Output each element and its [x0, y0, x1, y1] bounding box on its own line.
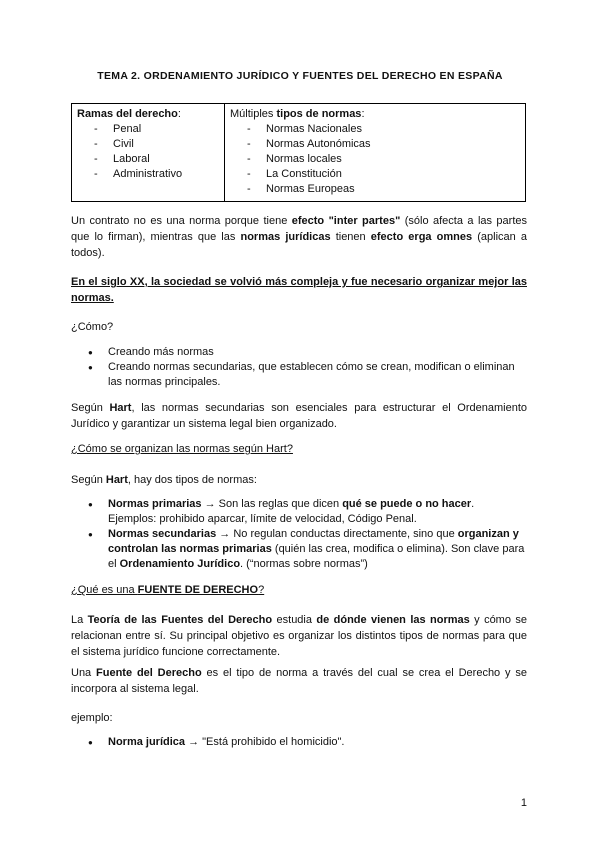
teoria-paragraph [71, 612, 527, 660]
tipos-header-prefix: Múltiples [230, 108, 277, 120]
hart-tipos-paragraph [71, 472, 527, 488]
text: (quién las crea, modifica o elimina). Son clave para el [108, 543, 525, 570]
ejemplo-label: ejemplo: [71, 712, 113, 724]
ramas-item: - Laboral [77, 152, 219, 167]
bold-text: Ordenamiento Jurídico [119, 558, 241, 570]
list-item: ● Creando más normas [71, 345, 527, 360]
ramas-item: - Administrativo [77, 167, 219, 182]
ejemplo-list [71, 735, 527, 750]
text: es el tipo de norma a través del cual se crea el Derecho y se incorpora al sistema legal. [71, 667, 527, 695]
text: (sólo afecta a las partes que lo firman), mientras que las [71, 215, 528, 243]
text: . [471, 498, 475, 510]
ramas-cell [72, 104, 225, 202]
tipos-item: - Normas Nacionales [230, 122, 520, 137]
ramas-header-colon: : [177, 108, 181, 120]
ramas-list [77, 122, 219, 182]
text: . (“normas sobre normas”) [240, 558, 368, 570]
text: estudia [272, 614, 317, 626]
tipos-list [230, 122, 520, 197]
text: , hay dos tipos de normas: [127, 474, 257, 486]
page-title: TEMA 2. ORDENAMIENTO JURÍDICO Y FUENTES DEL DERECHO EN ESPAÑA [97, 70, 503, 82]
text: Un contrato no es una norma porque tiene [71, 215, 292, 227]
tipos-header [230, 107, 520, 122]
ramas-header-text: Ramas del derecho [77, 108, 178, 120]
text: Según [71, 474, 106, 486]
hart-list [71, 497, 527, 572]
list-item-normas-primarias [71, 497, 527, 527]
tipos-cell [225, 104, 526, 202]
como-question: ¿Cómo? [71, 321, 114, 333]
text: → "Está prohibido el homicidio". [185, 736, 345, 748]
bold-text: de dónde vienen las normas [316, 614, 470, 626]
bold-text: organizan y controlan las normas primarias [108, 528, 519, 555]
bold-text: Hart [109, 402, 132, 414]
fuente-definition-paragraph [71, 665, 527, 697]
text: Ejemplos: prohibido aparcar, límite de velocidad, Código Penal. [108, 513, 417, 525]
list-item: ● Creando normas secundarias, que establecen cómo se crean, modifican o eliminan las normas principales. [71, 360, 527, 390]
bold-text: efecto "inter partes" [291, 215, 401, 227]
como-list [71, 345, 527, 390]
bold-text: efecto erga omnes [370, 231, 473, 243]
ramas-item: - Penal [77, 122, 219, 137]
tipos-header-colon: : [361, 108, 365, 120]
siglo-xx-heading: En el siglo XX, la sociedad se volvió más compleja y fue necesario organizar mejor las normas. [71, 276, 527, 304]
tipos-item: - Normas locales [230, 152, 520, 167]
tipos-item: - La Constitución [230, 167, 520, 182]
text: tienen [330, 231, 371, 243]
bold-text: Normas secundarias [108, 528, 217, 540]
bold-text: Norma jurídica [108, 736, 186, 748]
bold-text: normas jurídicas [240, 231, 331, 243]
ramas-item: - Civil [77, 137, 219, 152]
text: Según [71, 402, 110, 414]
tipos-header-bold: tipos de normas [276, 108, 362, 120]
bold-text: qué se puede o no hacer [342, 498, 472, 510]
text: , las normas secundarias son esenciales para estructurar el Ordenamiento Jurídico y garantizar un sistema legal bien organizado. [71, 402, 527, 430]
list-item-norma-juridica [71, 735, 527, 750]
text: → Son las reglas que dicen [201, 498, 343, 510]
hart-question: ¿Cómo se organizan las normas según Hart? [71, 443, 293, 455]
contrato-paragraph [71, 213, 527, 261]
text: Una [71, 667, 97, 679]
page-number: 1 [520, 797, 527, 809]
hart-paragraph [71, 400, 527, 432]
bold-text: FUENTE DE DERECHO [137, 584, 259, 596]
text: (aplican a todos). [71, 231, 527, 259]
text: La [71, 614, 88, 626]
bold-text: Normas primarias [108, 498, 202, 510]
text: ¿Qué es una [71, 584, 138, 596]
list-item-normas-secundarias [71, 527, 527, 572]
tipos-item: - Normas Autonómicas [230, 137, 520, 152]
text: y cómo se relacionan entre sí. Su principal objetivo es organizar los distintos tipos de normas para que el sistema jurídico funcione correctamente. [71, 614, 527, 658]
ramas-table [71, 103, 526, 202]
tipos-item: - Normas Europeas [230, 182, 520, 197]
ramas-header [77, 107, 219, 122]
text: → No regulan conductas directamente, sino que [216, 528, 458, 540]
bold-text: Teoría de las Fuentes del Derecho [87, 614, 273, 626]
bold-text: Fuente del Derecho [96, 667, 202, 679]
fuente-question [71, 582, 527, 598]
text: ? [258, 584, 265, 596]
bold-text: Hart [105, 474, 128, 486]
